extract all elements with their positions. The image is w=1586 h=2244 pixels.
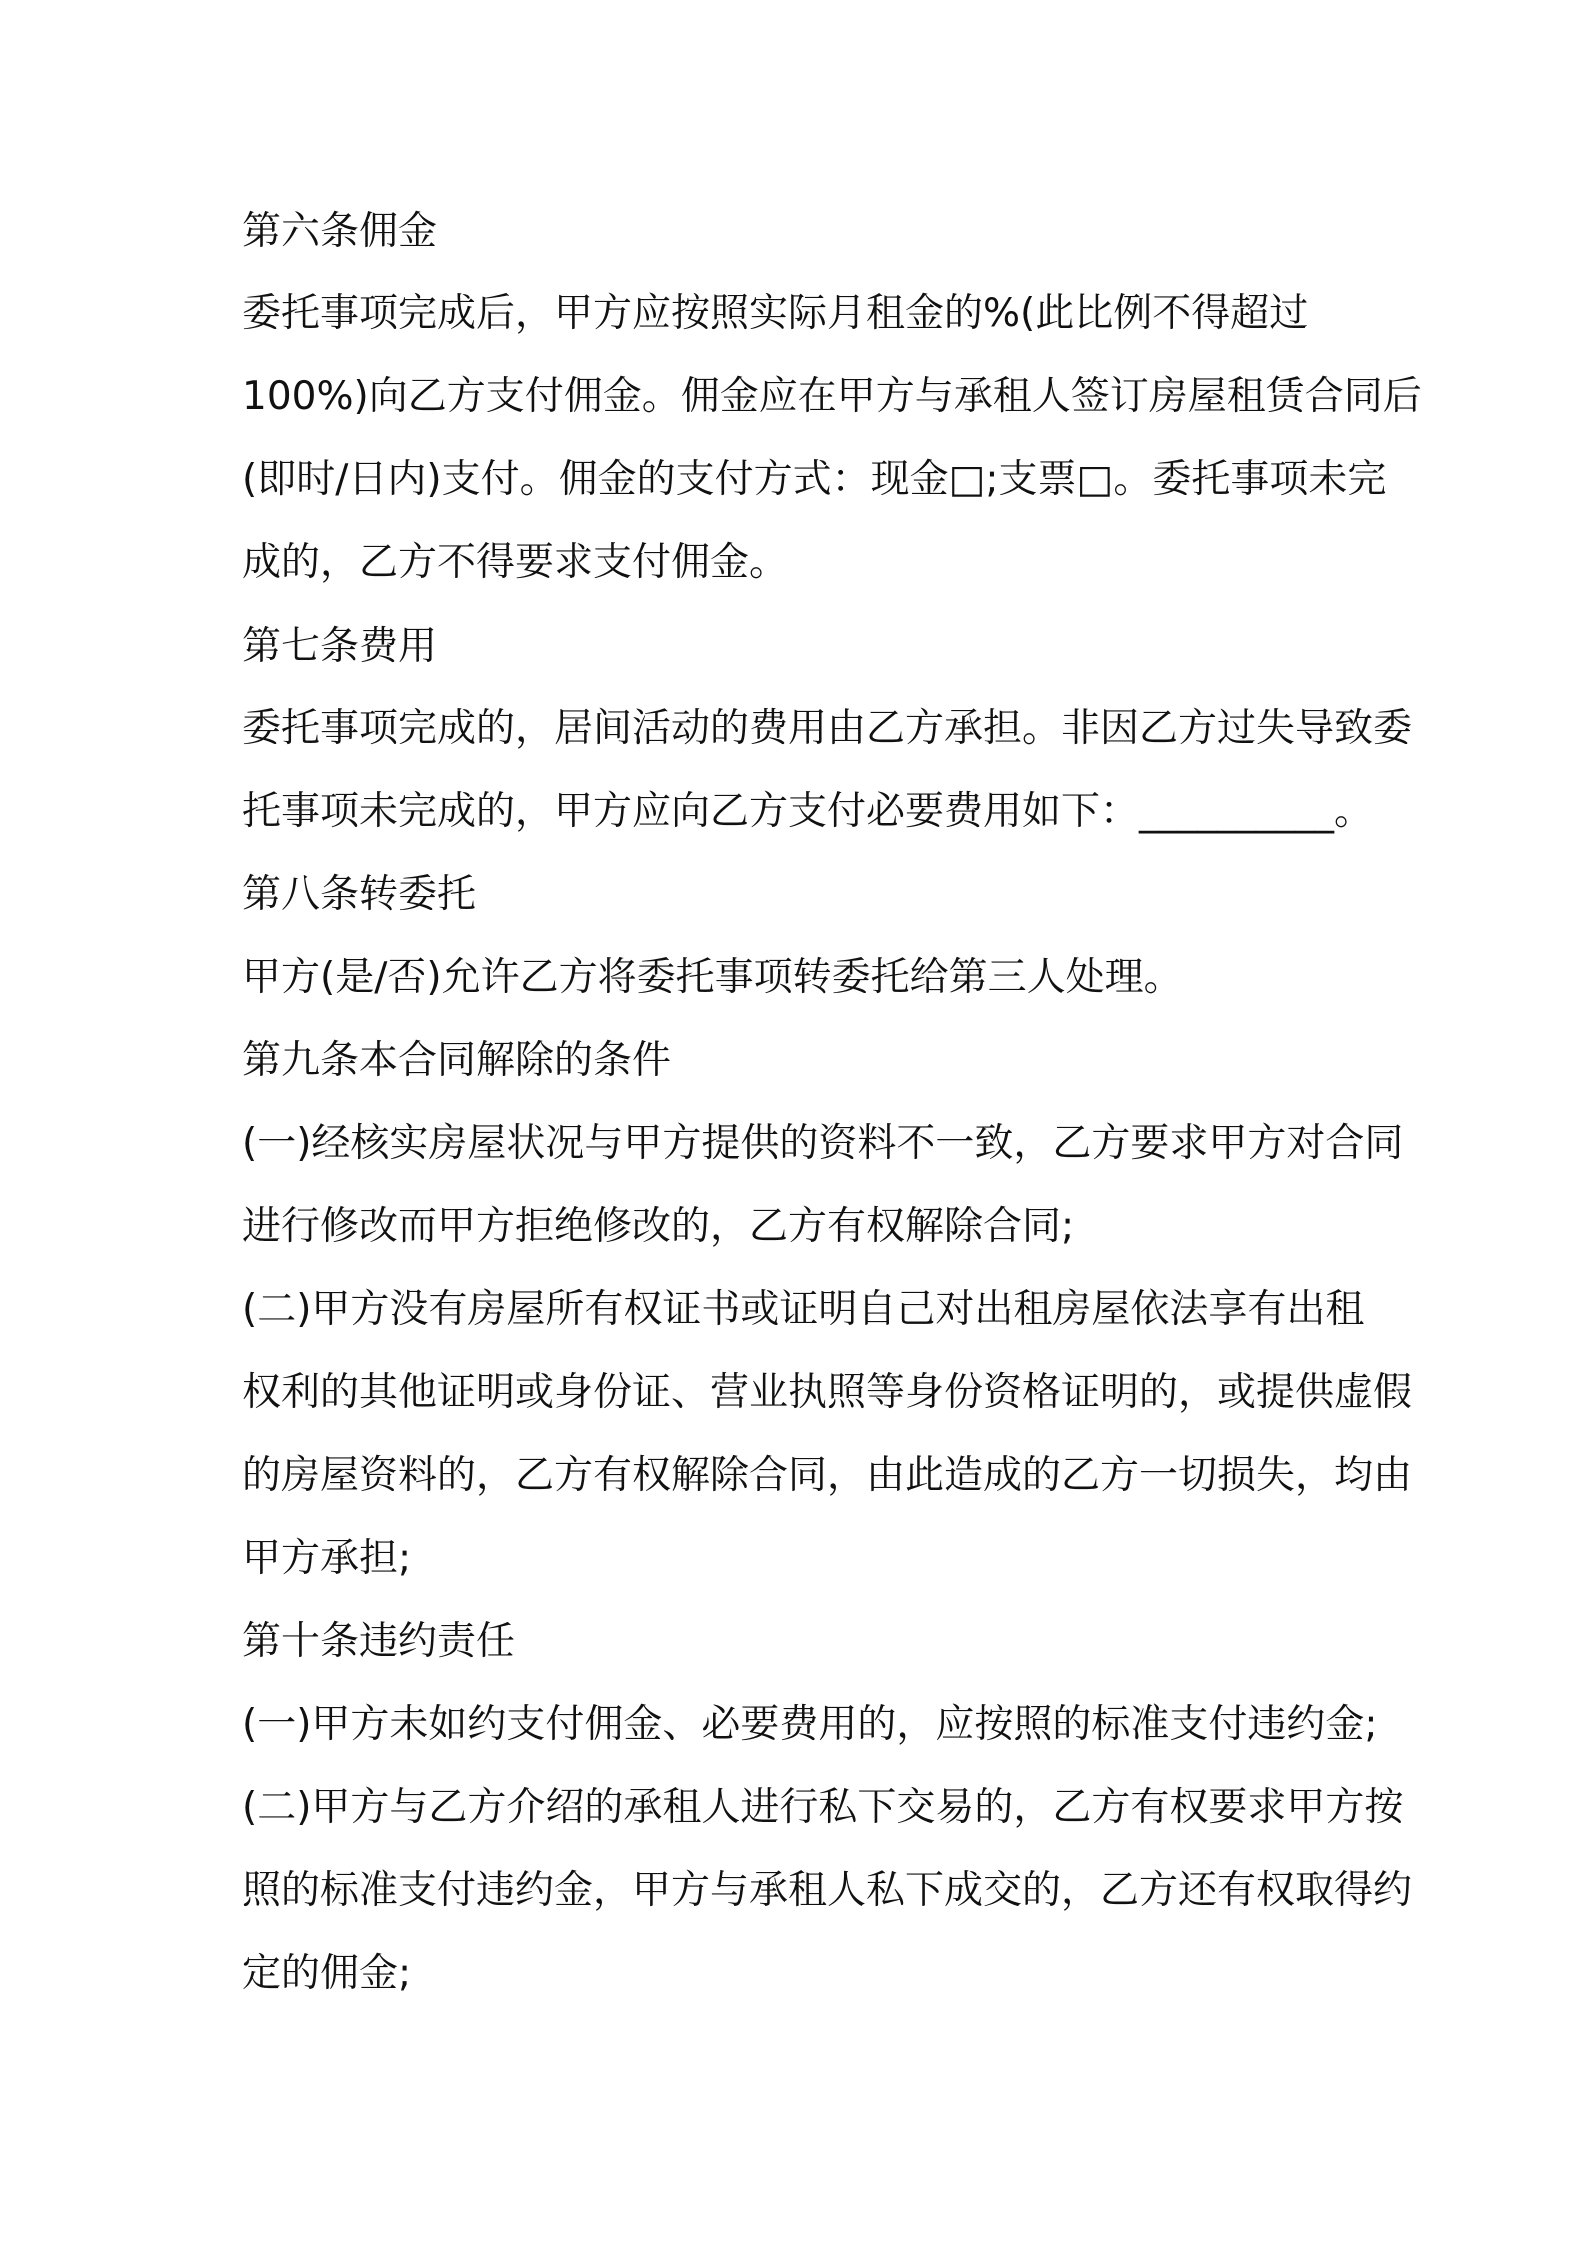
- paragraph-line: (二)甲方没有房屋所有权证书或证明自己对出租房屋依法享有出租: [242, 1287, 1365, 1332]
- paragraph-line: (一)甲方未如约支付佣金、必要费用的，应按照的标准支付违约金;: [242, 1702, 1378, 1747]
- heading-article-8: 第八条转委托: [242, 872, 477, 917]
- paragraph-line: 委托事项完成的，居间活动的费用由乙方承担。非因乙方过失导致委: [242, 706, 1413, 751]
- heading-article-6: 第六条佣金: [242, 209, 438, 254]
- paragraph-line: (二)甲方与乙方介绍的承租人进行私下交易的，乙方有权要求甲方按: [242, 1785, 1404, 1830]
- heading-article-10: 第十条违约责任: [242, 1619, 516, 1664]
- heading-article-9: 第九条本合同解除的条件: [242, 1038, 672, 1083]
- paragraph-line: 进行修改而甲方拒绝修改的，乙方有权解除合同;: [242, 1204, 1075, 1249]
- paragraph-line: 权利的其他证明或身份证、营业执照等身份资格证明的，或提供虚假: [242, 1370, 1413, 1415]
- paragraph-line: 的房屋资料的，乙方有权解除合同，由此造成的乙方一切损失，均由: [242, 1453, 1413, 1498]
- paragraph-line: (即时/日内)支付。佣金的支付方式：现金□;支票□。委托事项未完: [242, 457, 1387, 502]
- paragraph-line: 委托事项完成后，甲方应按照实际月租金的%(此比例不得超过: [242, 291, 1309, 336]
- paragraph-line: 100%)向乙方支付佣金。佣金应在甲方与承租人签订房屋租赁合同后: [242, 374, 1422, 419]
- paragraph-line: 甲方承担;: [242, 1536, 412, 1581]
- paragraph-line: 托事项未完成的，甲方应向乙方支付必要费用如下：__________。: [242, 789, 1374, 834]
- paragraph-line: 成的，乙方不得要求支付佣金。: [242, 540, 789, 585]
- paragraph-line: 定的佣金;: [242, 1951, 412, 1996]
- heading-article-7: 第七条费用: [242, 624, 438, 669]
- paragraph-line: 照的标准支付违约金，甲方与承租人私下成交的，乙方还有权取得约: [242, 1868, 1413, 1913]
- paragraph-line: 甲方(是/否)允许乙方将委托事项转委托给第三人处理。: [242, 955, 1183, 1000]
- paragraph-line: (一)经核实房屋状况与甲方提供的资料不一致，乙方要求甲方对合同: [242, 1121, 1404, 1166]
